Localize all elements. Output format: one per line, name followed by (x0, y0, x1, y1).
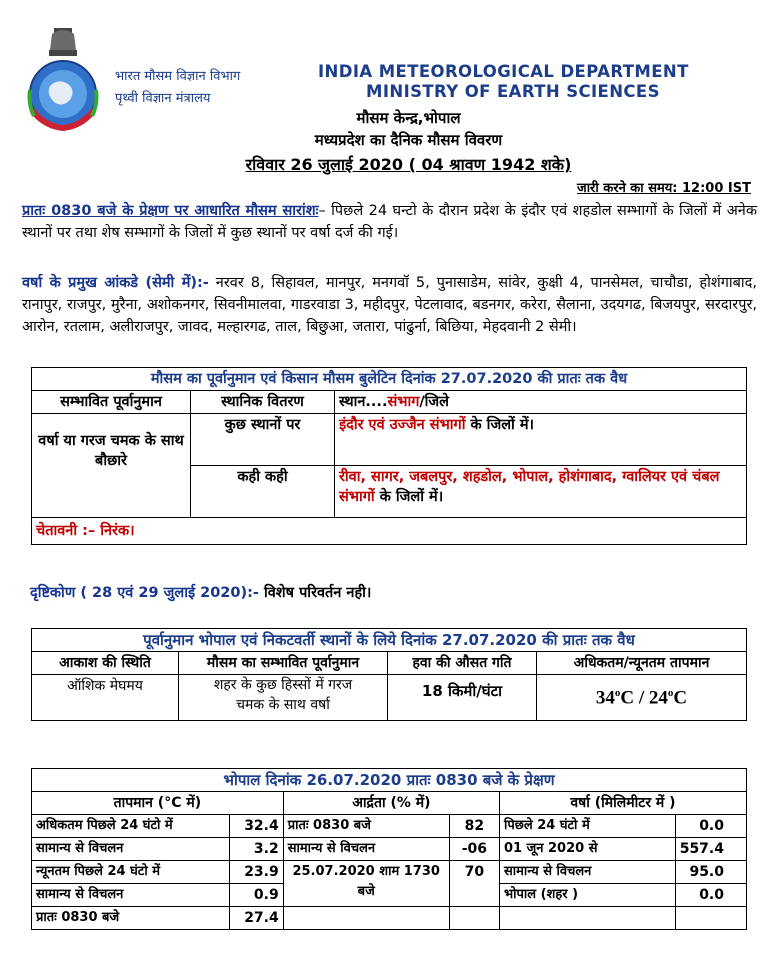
bhopal-col-weather: मौसम का सम्भावित पूर्वानुमान (179, 652, 388, 675)
row2-rest: के जिलों में। (374, 489, 444, 505)
temp-value: 27.4 (230, 907, 284, 930)
bhopal-sky-value: ऑशिक मेघमय (32, 675, 179, 721)
issue-time: जारी करने का समय: 12:00 IST (577, 181, 751, 196)
humidity-label: प्रातः 0830 बजे (283, 815, 449, 838)
forecast-row2-places (335, 466, 747, 518)
temp-label: प्रातः 0830 बजे (32, 907, 230, 930)
weather-summary (22, 200, 757, 244)
temp-label: न्यूनतम पिछले 24 घंटो में (32, 861, 230, 884)
min-temp: 24 (648, 687, 668, 709)
bhopal-forecast-table (31, 628, 747, 721)
temp-label: सामान्य से विचलन (32, 884, 230, 907)
degree-sign-min: o (667, 687, 674, 699)
centre-name: मौसम केन्द्र,भोपाल (356, 109, 461, 127)
humidity-value: -06 (449, 838, 499, 861)
col-place-a: स्थान.... (339, 394, 388, 410)
temp-label: सामान्य से विचलन (32, 838, 230, 861)
forecast-event: वर्षा या गरज चमक के साथ बौछारे (32, 414, 191, 518)
dept-english-name (318, 62, 689, 102)
bhopal-wind-value: 18 किमी/घंटा (388, 675, 537, 721)
empty-cell (283, 907, 449, 930)
rain-label: सामान्य से विचलन (500, 861, 676, 884)
temp-label: अधिकतम पिछले 24 घंटो में (32, 815, 230, 838)
forecast-table (31, 367, 747, 545)
humidity-label: सामान्य से विचलन (283, 838, 449, 861)
bhopal-weather-value: शहर के कुछ हिस्सों में गरज चमक के साथ वर्षा (179, 675, 388, 721)
bhopal-temp-value: 34$^o$C / 24$^o$C (537, 675, 747, 721)
report-date: रविवार 26 जुलाई 2020 ( 04 श्रावण 1942 शके) (245, 155, 572, 174)
col-place-b: संभाग (387, 394, 420, 410)
observation-title: भोपाल दिनांक 26.07.2020 प्रातः 0830 बजे के प्रेक्षण (32, 769, 747, 792)
max-temp: 34 (595, 687, 615, 709)
rainfall-text: नरवर 8, सिहावल, मानपुर, मनगवॉ 5, पुनासाडेम, सांवेर, कुक्षी 4, पानसेमल, चाचौडा, होशंगाबाद, रानापुर, राजपुर, मुरैना, अशोकनगर, सिवनीमालवा, गाडरवाडा 3, महीदपुर, पेटलावाद, बडनगर, करेरा, सैलाना, उदयगढ, बिजयपुर, सरदारपुर, आरोन, रतलाम, अलीराजपुर, जावद, मल्हारगढ, ताल, बिछुआ, जतारा, पांढुर्ना, बिछिया, मेहदवानी 2 सेमी। (22, 275, 757, 335)
dept-english-line1: INDIA METEOROLOGICAL DEPARTMENT (318, 62, 689, 81)
rain-value: 95.0 (675, 861, 746, 884)
report-title: मध्यप्रदेश का दैनिक मौसम विवरण (314, 131, 503, 149)
observation-row (32, 907, 747, 930)
observation-row (32, 838, 747, 861)
rainfall-figures (22, 272, 757, 338)
forecast-row1-distribution: कुछ स्थानों पर (191, 414, 335, 466)
temp-value: 0.9 (230, 884, 284, 907)
bhopal-observation-table (31, 768, 747, 930)
observation-head-rain: वर्षा (मिलिमीटर में ) (500, 792, 747, 815)
forecast-col-place (335, 391, 747, 414)
bhopal-col-wind: हवा की औसत गति (388, 652, 537, 675)
rain-label: 01 जून 2020 से (500, 838, 676, 861)
forecast-col-distribution: स्थानिक वितरण (191, 391, 335, 414)
temp-value: 3.2 (230, 838, 284, 861)
dept-hindi-name (115, 66, 240, 110)
observation-head-humidity: आर्द्रता (% में) (283, 792, 499, 815)
rainfall-label: वर्षा के प्रमुख आंकडे (सेमी में):- (22, 275, 209, 291)
observation-head-temp: तापमान (°C में) (32, 792, 284, 815)
row2-red-places: रीवा, सागर, जबलपुर, शहडोल, भोपाल, होशंगाबाद, ग्वालियर एवं चंबल संभागों (339, 469, 720, 505)
dept-hindi-line2: पृथ्वी विज्ञान मंत्रालय (115, 91, 211, 106)
celsius-unit-max: C (620, 687, 635, 709)
temp-value: 23.9 (230, 861, 284, 884)
outlook-label: दृष्टिकोण ( 28 एवं 29 जुलाई 2020):- (30, 585, 259, 601)
outlook (30, 582, 371, 602)
observation-row (32, 861, 747, 884)
empty-cell (675, 907, 746, 930)
temp-value: 32.4 (230, 815, 284, 838)
summary-text: – पिछले 24 घन्टो के दौरान प्रदेश के इंदौर एवं शहडोल सम्भागों के जिलों में अनेक स्थानों पर तथा शेष सम्भागों के जिलों में कुछ स्थानों पर वर्षा दर्ज की गई। (22, 203, 757, 241)
forecast-row1-places (335, 414, 747, 466)
forecast-table-title: मौसम का पूर्वानुमान एवं किसान मौसम बुलेटिन दिनांक 27.07.2020 की प्रातः तक वैध (32, 368, 747, 391)
humidity-label: 25.07.2020 शाम 1730 बजे (283, 861, 449, 907)
degree-sign-max: o (614, 687, 621, 699)
dept-english-line2: MINISTRY OF EARTH SCIENCES (366, 82, 660, 101)
humidity-value: 70 (449, 861, 499, 907)
dept-hindi-line1: भारत मौसम विज्ञान विभाग (115, 69, 241, 84)
bhopal-col-temp: अधिकतम/न्यूनतम तापमान (537, 652, 747, 675)
col-place-c: /जिले (419, 394, 450, 410)
row1-rest: के जिलों में। (465, 417, 535, 433)
rain-label: पिछले 24 घंटो में (500, 815, 676, 838)
row1-red-places: इंदौर एवं उज्जैन संभागों (339, 417, 466, 433)
rain-label: भोपाल (शहर ) (500, 884, 676, 907)
summary-label: प्रातः 0830 बजे के प्रेक्षण पर आधारित मौसम सारांशः (22, 203, 319, 219)
warning-text: चेतावनी :– निरंक। (32, 518, 747, 545)
empty-cell (500, 907, 676, 930)
rain-value: 557.4 (675, 838, 746, 861)
bhopal-forecast-title: पूर्वानुमान भोपाल एवं निकटवर्ती स्थानों के लिये दिनांक 27.07.2020 की प्रातः तक वैध (32, 629, 747, 652)
forecast-row2-distribution: कही कही (191, 466, 335, 518)
empty-cell (449, 907, 499, 930)
rain-value: 0.0 (675, 884, 746, 907)
humidity-value: 82 (449, 815, 499, 838)
celsius-unit-min: C (673, 687, 688, 709)
observation-row (32, 815, 747, 838)
forecast-col-probable: सम्भावित पूर्वानुमान (32, 391, 191, 414)
bhopal-col-sky: आकाश की स्थिति (32, 652, 179, 675)
outlook-text: विशेष परिवर्तन नही। (258, 585, 372, 601)
rain-value: 0.0 (675, 815, 746, 838)
